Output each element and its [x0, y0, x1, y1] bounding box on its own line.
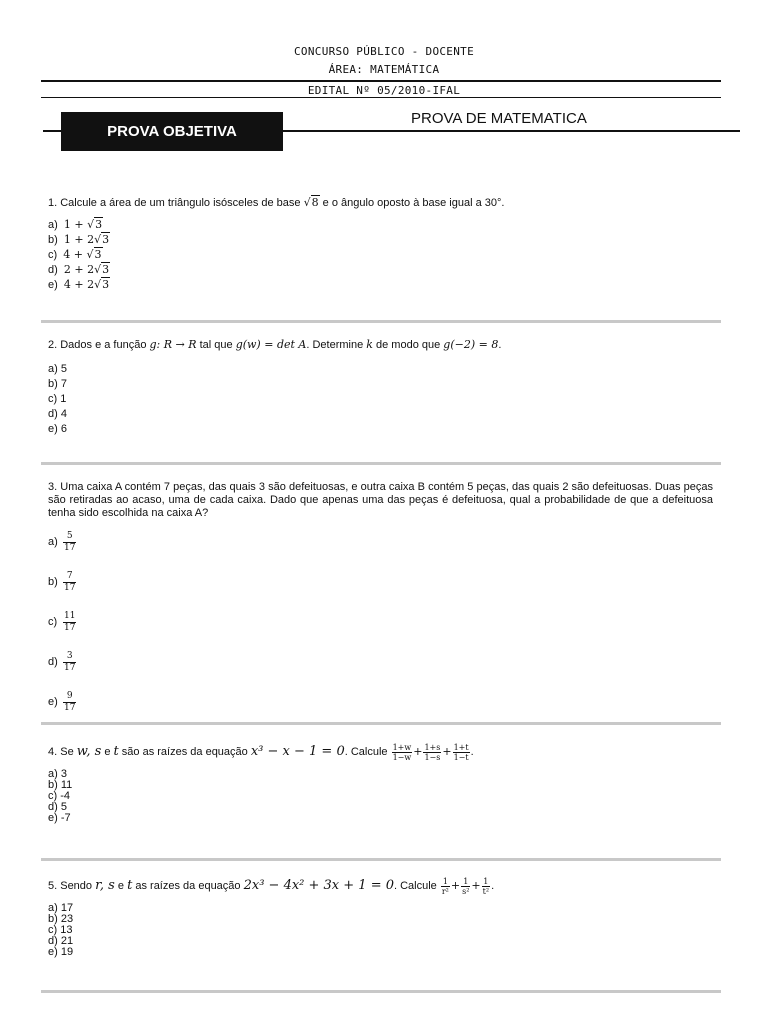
question-2 [48, 338, 501, 352]
question-separator [41, 722, 721, 725]
option-label: b) [48, 779, 58, 791]
option-value: 19 [60, 946, 74, 958]
fraction-numerator: 7 [63, 571, 76, 583]
option-label: c) [48, 616, 58, 628]
header-rule [41, 80, 721, 82]
option-label: a) [48, 902, 58, 914]
option[interactable] [48, 422, 67, 437]
fraction-numerator: 1+t [453, 742, 469, 752]
prova-objetiva-box: PROVA OBJETIVA [61, 112, 283, 151]
plus-sign: + [413, 745, 423, 758]
fraction [63, 571, 76, 594]
question-5-text: e [114, 880, 128, 892]
fraction-denominator: 17 [64, 702, 76, 713]
sqrt-symbol: √3 [86, 248, 102, 261]
option-expr: 4 + [63, 248, 87, 261]
math-expr: g: R → R [149, 338, 197, 351]
header-line-3: EDITAL Nº 05/2010-IFAL [307, 84, 461, 97]
fraction [392, 743, 413, 762]
question-4-text: . Calcule [344, 746, 391, 758]
fraction [441, 877, 450, 896]
fraction [63, 611, 76, 634]
question-1-text-a: 1. Calcule a área de um triângulo isósceles de base [48, 197, 304, 209]
fraction-numerator: 1 [461, 877, 470, 887]
option-label: d) [48, 408, 58, 420]
fraction-numerator: 1 [442, 876, 448, 886]
option-value: 5 [60, 363, 67, 375]
option-label: d) [48, 935, 58, 947]
fraction-numerator: 1+s [424, 742, 441, 752]
option[interactable] [48, 232, 110, 247]
question-3-options [48, 522, 77, 722]
option-label: b) [48, 576, 58, 588]
question-2-text: 2. Dados e a função [48, 339, 150, 351]
option-label: b) [48, 913, 58, 925]
option[interactable] [48, 392, 67, 407]
option-label: e) [48, 279, 58, 291]
option-value: 4 [60, 408, 67, 420]
question-4-options [48, 769, 72, 824]
option-value: 3 [60, 768, 67, 780]
option-radicand: 3 [95, 218, 103, 231]
option[interactable] [48, 522, 77, 562]
fraction [461, 877, 470, 896]
option[interactable] [48, 813, 72, 824]
question-separator [41, 462, 721, 465]
option-label: e) [48, 423, 58, 435]
option-value: 5 [60, 801, 67, 813]
option-value: 7 [60, 378, 67, 390]
math-expr: 2x³ − 4x² + 3x + 1 = 0 [243, 878, 394, 893]
option-expr: 2 + 2 [63, 263, 95, 276]
math-expr: k [366, 338, 373, 351]
question-2-text: . Determine [306, 339, 367, 351]
fraction [63, 651, 76, 674]
sqrt-symbol: √3 [87, 218, 103, 231]
question-5 [48, 875, 494, 897]
option-radicand: 3 [102, 233, 110, 246]
question-4 [48, 741, 474, 763]
plus-sign: + [442, 745, 452, 758]
option-label: e) [48, 946, 58, 958]
question-1-radicand: 8 [311, 196, 319, 209]
fraction-denominator: 1−s [424, 752, 441, 762]
option[interactable] [48, 262, 110, 277]
fraction [482, 877, 490, 896]
option[interactable] [48, 642, 77, 682]
prova-title: PROVA DE MATEMATICA [411, 110, 587, 127]
fraction [63, 531, 76, 554]
fraction-denominator: 17 [64, 582, 76, 593]
option[interactable] [48, 562, 77, 602]
question-5-options [48, 903, 73, 958]
option-value: -4 [60, 790, 71, 802]
option-value: 11 [60, 779, 73, 791]
question-4-text: e [101, 746, 114, 758]
fraction-denominator: 17 [64, 662, 76, 673]
question-5-text: as raízes da equação [132, 880, 244, 892]
plus-sign: + [471, 879, 481, 892]
fraction [63, 691, 76, 714]
sqrt-symbol: √8 [303, 196, 319, 209]
question-separator [41, 990, 721, 993]
header-line-1: CONCURSO PÚBLICO - DOCENTE [294, 45, 474, 58]
option[interactable] [48, 682, 77, 722]
option-value: 17 [60, 902, 74, 914]
math-expr: t [127, 878, 133, 893]
math-expr: g(w) = det A [235, 338, 307, 351]
option-radicand: 3 [102, 278, 110, 291]
fraction [453, 743, 470, 762]
question-1 [48, 196, 504, 210]
option-label: c) [48, 924, 58, 936]
option[interactable] [48, 362, 67, 377]
question-5-text: . Calcule [394, 880, 440, 892]
fraction-denominator: 17 [64, 542, 76, 553]
question-separator [41, 858, 721, 861]
question-4-text: . [470, 746, 474, 758]
title-rule-left [43, 130, 61, 132]
plus-sign: + [450, 879, 461, 892]
option-value: 21 [60, 935, 74, 947]
question-4-text: 4. Se [48, 746, 77, 758]
question-1-text-b: e o ângulo oposto à base igual a 30°. [319, 197, 505, 209]
header-rule-thin [41, 97, 721, 98]
option-label: a) [48, 363, 58, 375]
question-4-text: são as raízes da equação [118, 746, 251, 758]
option-radicand: 3 [94, 248, 102, 261]
question-2-text: tal que [196, 339, 236, 351]
option-label: d) [48, 264, 58, 276]
option[interactable] [48, 407, 67, 422]
option-label: b) [48, 234, 58, 246]
sqrt-symbol: √3 [94, 233, 110, 246]
fraction-denominator: r² [441, 886, 449, 896]
question-2-options [48, 362, 67, 437]
question-1-options [48, 217, 110, 292]
math-expr: r, s [95, 878, 115, 893]
fraction-denominator: t² [482, 886, 490, 896]
question-2-text: . [498, 339, 502, 351]
option-label: c) [48, 790, 58, 802]
fraction-denominator: 17 [64, 622, 76, 633]
option-value: 23 [60, 913, 74, 925]
fraction-denominator: s² [462, 886, 470, 896]
option[interactable] [48, 602, 77, 642]
option-label: d) [48, 801, 58, 813]
option-value: -7 [60, 812, 71, 824]
option[interactable] [48, 247, 110, 262]
option-value: 1 [60, 393, 67, 405]
math-expr: w, s [76, 744, 102, 759]
math-expr: g(−2) = 8 [443, 338, 499, 351]
option-radicand: 3 [102, 263, 110, 276]
option[interactable] [48, 217, 110, 232]
option-label: a) [48, 219, 58, 231]
option-value: 6 [60, 423, 67, 435]
option-label: a) [48, 536, 58, 548]
sqrt-symbol: √3 [94, 263, 110, 276]
option-label: a) [48, 768, 58, 780]
fraction-denominator: 1−t [453, 752, 469, 762]
fraction-numerator: 3 [63, 651, 76, 663]
option-label: b) [48, 378, 58, 390]
option-expr: 1 + 2 [63, 233, 95, 246]
question-2-text: de modo que [372, 339, 444, 351]
option-expr: 4 + 2 [63, 278, 95, 291]
fraction [423, 743, 441, 762]
option-label: c) [48, 393, 58, 405]
sqrt-symbol: √3 [94, 278, 110, 291]
title-rule-right [283, 130, 740, 132]
option-label: e) [48, 812, 58, 824]
fraction-numerator: 11 [64, 610, 76, 621]
fraction-numerator: 9 [63, 691, 76, 703]
fraction-numerator: 1 [483, 876, 489, 886]
fraction-numerator: 1+w [392, 742, 412, 752]
header-line-2: ÁREA: MATEMÁTICA [328, 63, 440, 76]
fraction-numerator: 5 [63, 531, 76, 543]
option[interactable] [48, 277, 110, 292]
math-expr: t [113, 744, 119, 759]
option-expr: 1 + [63, 218, 88, 231]
option-label: d) [48, 656, 58, 668]
fraction-denominator: 1−w [392, 752, 412, 762]
question-5-text: . [491, 880, 495, 892]
option-value: 13 [60, 924, 73, 936]
option-label: c) [48, 249, 58, 261]
question-3: 3. Uma caixa A contém 7 peças, das quais 3 são defeituosas, e outra caixa B contém 5 peças, das quais 2 são defeituosas. Duas peças são retiradas ao acaso, uma de cada caixa. Dado que apenas uma das peças é defeituosa, qual a probabilidade de que a defeituosa tenha sido escolhida na caixa A? [48, 481, 713, 519]
question-separator [41, 320, 721, 323]
option[interactable] [48, 947, 73, 958]
option[interactable] [48, 377, 67, 392]
question-5-text: 5. Sendo [48, 880, 96, 892]
option-label: e) [48, 696, 58, 708]
math-expr: x³ − x − 1 = 0 [250, 744, 345, 759]
